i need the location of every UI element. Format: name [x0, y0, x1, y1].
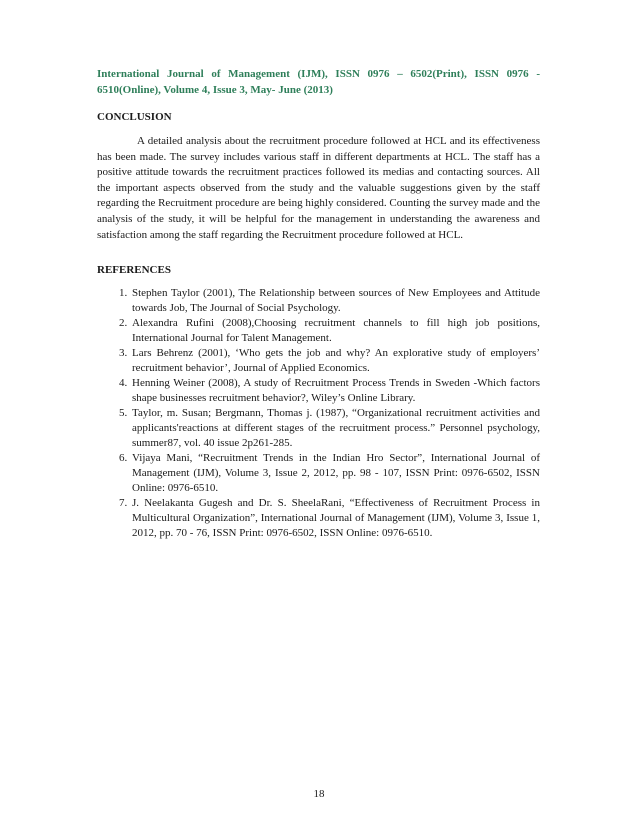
page-content [97, 66, 540, 541]
page-number: 18 [313, 788, 325, 800]
reference-item: 5. Taylor, m. Susan; Bergmann, Thomas j. (1987), “Organizational recruitment activities and applicants'reactions at different stages of the recruitment process.” Personnel psychology, summer87, vol. 40 issue 2p261-285. [130, 406, 540, 451]
conclusion-paragraph: A detailed analysis about the recruitment procedure followed at HCL and its effectiveness has been made. The survey includes various staff in different departments at HCL. The staff has a positive attitude towards the recruitment practices followed its medias and contacting sources. All the important aspects observed from the study and the valuable suggestions given by the staff regarding the Recruitment procedure are being highly considered. Counting the survey made and the analysis of the study, it will be helpful for the management in understanding the awareness and satisfaction among the staff regarding the Recruitment procedure followed at HCL. [97, 135, 540, 241]
reference-item: 7. J. Neelakanta Gugesh and Dr. S. SheelaRani, “Effectiveness of Recruitment Process in Multicultural Organization”, International Journal of Management (IJM), Volume 3, Issue 1, 2012, pp. 70 - 76, ISSN Print: 0976-6502, ISSN Online: 0976-6510. [130, 496, 540, 541]
reference-item: 2. Alexandra Rufini (2008),Choosing recruitment channels to fill high job positions, International Journal for Talent Management. [130, 316, 540, 346]
reference-item: 4. Henning Weiner (2008), A study of Recruitment Process Trends in Sweden -Which factors shape businesses recruitment behavior?, Wiley’s Online Library. [130, 376, 540, 406]
journal-header: International Journal of Management (IJM), ISSN 0976 – 6502(Print), ISSN 0976 - 6510(Online), Volume 4, Issue 3, May- June (2013) [97, 68, 540, 96]
references-list [97, 286, 540, 541]
reference-item: 6. Vijaya Mani, “Recruitment Trends in the Indian Hro Sector”, International Journal of Management (IJM), Volume 3, Issue 2, 2012, pp. 98 - 107, ISSN Print: 0976-6502, ISSN Online: 0976-6510. [130, 451, 540, 496]
reference-item: 1. Stephen Taylor (2001), The Relationship between sources of New Employees and Attitude towards Job, The Journal of Social Psychology. [130, 286, 540, 316]
reference-item: 3. Lars Behrenz (2001), ‘Who gets the job and why? An explorative study of employers’ recruitment behavior’, Journal of Applied Economics. [130, 346, 540, 376]
references-heading: REFERENCES [97, 264, 171, 277]
conclusion-heading: CONCLUSION [97, 111, 172, 123]
